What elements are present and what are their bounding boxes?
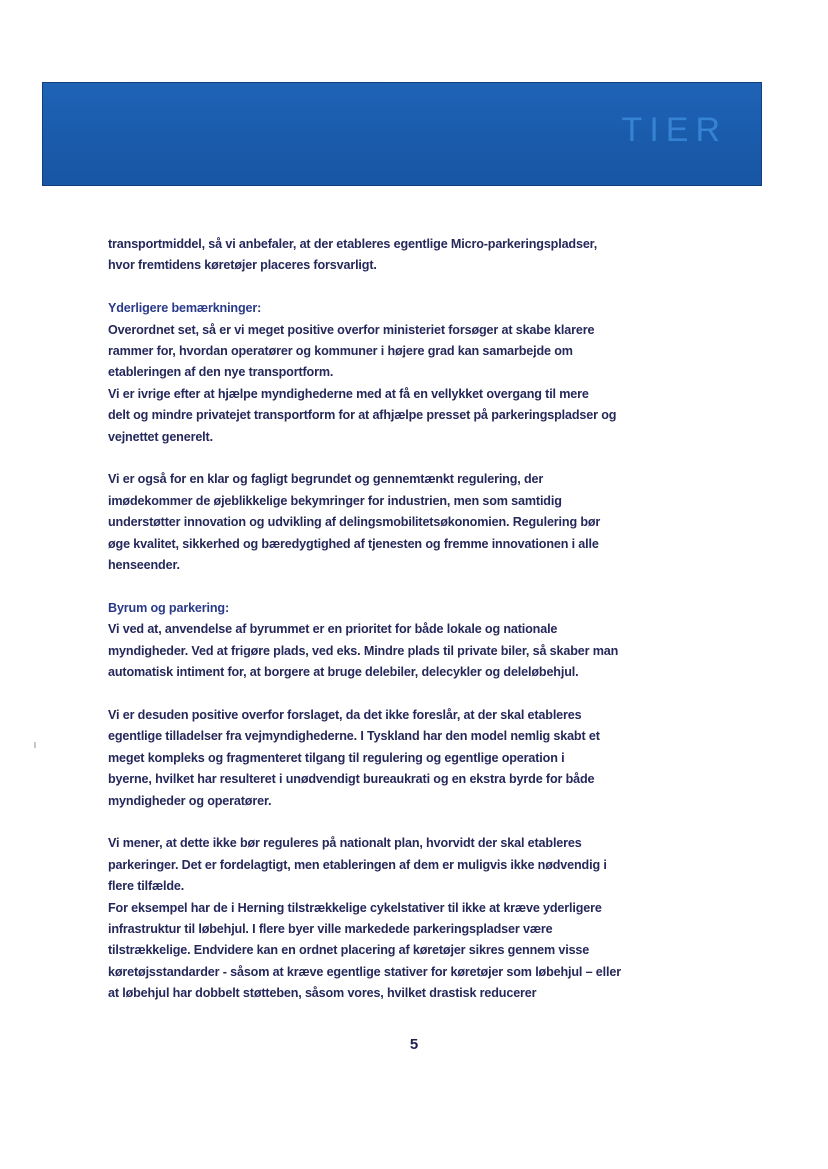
text-line: imødekommer de øjeblikkelige bekymringer for industrien, men som samtidig xyxy=(108,493,562,508)
text-line: understøtter innovation og udvikling af delingsmobilitetsøkonomien. Regulering bør xyxy=(108,515,601,530)
national-regulation-paragraph xyxy=(108,833,708,1004)
text-line: myndigheder. Ved at frigøre plads, ved eks. Mindre plads til private biler, så skaber man xyxy=(108,643,619,658)
text-line: at løbehjul har dobbelt støtteben, såsom vores, hvilket drastisk reducerer xyxy=(108,986,537,1001)
text-line: egentlige tilladelser fra vejmyndighederne. I Tyskland har den model nemlig skabt et xyxy=(108,729,600,744)
text-line: Vi er også for en klar og fagligt begrundet og gennemtænkt regulering, der xyxy=(108,472,544,487)
text-line: Overordnet set, så er vi meget positive overfor ministeriet forsøger at skabe klarere xyxy=(108,322,595,337)
header-banner xyxy=(42,82,762,186)
text-line: etableringen af den nye transportform. xyxy=(108,365,334,380)
text-line: flere tilfælde. xyxy=(108,879,185,894)
text-line: byerne, hvilket har resulteret i unødvendigt bureaukrati og en ekstra byrde for både xyxy=(108,772,595,787)
text-line: automatisk intiment for, at borgere at bruge delebiler, delecykler og deleløbehjul. xyxy=(108,665,579,680)
text-line: hvor fremtidens køretøjer placeres forsvarligt. xyxy=(108,258,377,273)
text-line: Vi er desuden positive overfor forslaget, da det ikke foreslår, at der skal etableres xyxy=(108,707,582,722)
text-line: rammer for, hvordan operatører og kommuner i højere grad kan samarbejde om xyxy=(108,344,573,359)
text-line: øge kvalitet, sikkerhed og bæredygtighed af tjenesten og fremme innovationen i alle xyxy=(108,536,599,551)
text-line: transportmiddel, så vi anbefaler, at der etableres egentlige Micro-parkeringspladser, xyxy=(108,237,598,251)
section-additional-remarks xyxy=(108,298,708,448)
intro-paragraph xyxy=(108,234,708,277)
permits-paragraph xyxy=(108,705,708,812)
section-urban-space-parking xyxy=(108,598,708,684)
document-body xyxy=(108,234,708,1026)
text-line: For eksempel har de i Herning tilstrækkelige cykelstativer til ikke at kræve yderligere xyxy=(108,900,602,915)
text-line: myndigheder og operatører. xyxy=(108,793,272,808)
text-line: parkeringer. Det er fordelagtigt, men etableringen af dem er muligvis ikke nødvendig i xyxy=(108,857,607,872)
section-heading: Yderligere bemærkninger: xyxy=(108,301,262,316)
text-line: Vi ved at, anvendelse af byrummet er en prioritet for både lokale og nationale xyxy=(108,622,558,637)
text-line: Vi mener, at dette ikke bør reguleres på nationalt plan, hvorvidt der skal etableres xyxy=(108,836,582,851)
text-line: meget kompleks og fragmenteret tilgang til regulering og egentlige operation i xyxy=(108,750,565,765)
text-line: henseender. xyxy=(108,558,180,573)
text-line: tilstrækkelige. Endvidere kan en ordnet placering af køretøjer sikres gennem visse xyxy=(108,943,590,958)
text-line: Vi er ivrige efter at hjælpe myndighederne med at få en vellykket overgang til mere xyxy=(108,386,589,401)
text-line: infrastruktur til løbehjul. I flere byer ville markedede parkeringspladser være xyxy=(108,921,553,936)
text-line: delt og mindre privatejet transportform for at afhjælpe presset på parkeringspladser og xyxy=(108,408,617,423)
tier-logo: TIER xyxy=(621,111,727,149)
text-line: vejnettet generelt. xyxy=(108,429,213,444)
section-heading: Byrum og parkering: xyxy=(108,600,230,615)
text-line: køretøjsstandarder - såsom at kræve egentlige stativer for køretøjer som løbehjul – eller xyxy=(108,964,621,979)
margin-mark xyxy=(34,742,36,748)
page-number: 5 xyxy=(409,1036,419,1053)
regulation-paragraph xyxy=(108,469,708,576)
